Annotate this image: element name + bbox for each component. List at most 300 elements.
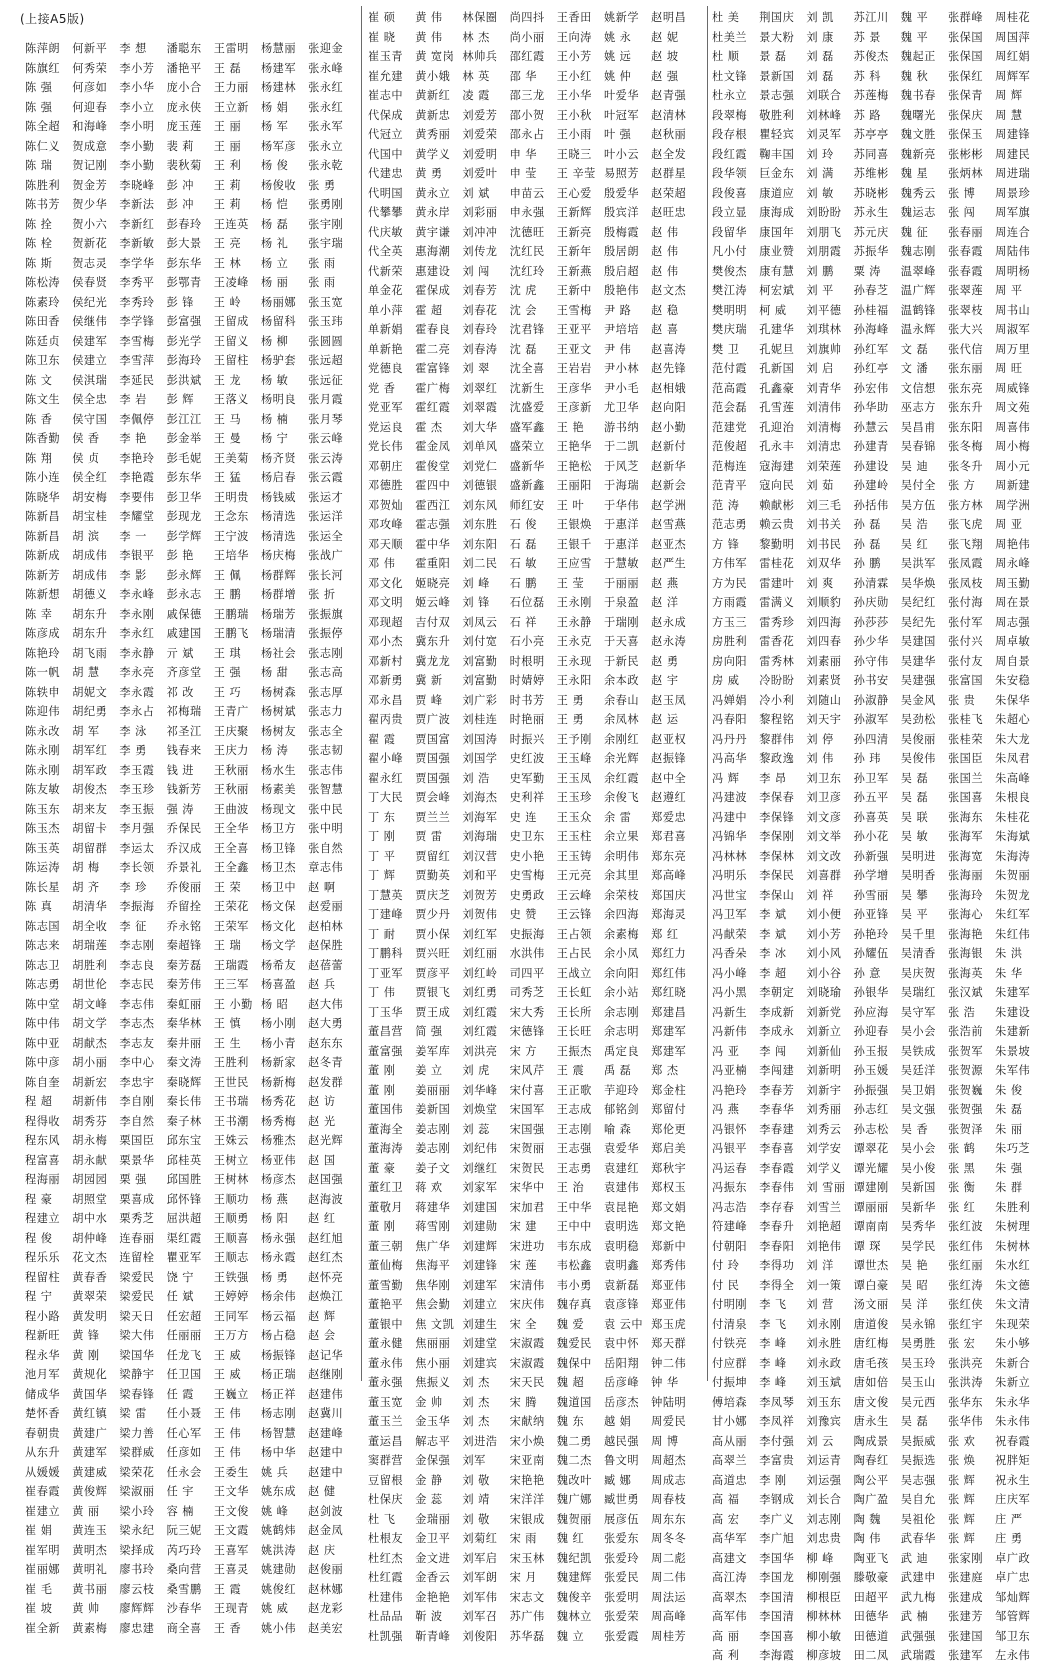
name-entry: 桑雪鹏 [166,1582,202,1596]
name-entry: 刘喜群 [806,869,842,882]
name-entry: 杨 磊 [260,217,289,231]
name-entry: 王云峰 [556,888,592,902]
name-entry: 周淑军 [995,323,1031,336]
name-entry: 宋小焕 [509,1434,545,1448]
name-entry: 周冬冬 [651,1532,687,1545]
name-entry: 高翠兰 [712,1454,748,1467]
name-entry: 丁 耐 [368,927,396,941]
name-entry: 王连英 [213,217,249,231]
name-entry: 刘和平 [462,869,498,882]
name-entry: 宋 腾 [509,1395,537,1409]
name-entry: 陈 幸 [25,607,53,621]
name-entry: 康道应 [759,186,795,200]
name-entry: 吴 洋 [900,1298,929,1311]
name-entry: 李闯建 [759,1064,795,1077]
name-entry: 张桂荣 [947,732,984,746]
name-entry: 杨驴套 [260,354,297,367]
name-entry: 康国年 [759,225,795,239]
name-entry: 杨卫中 [260,880,297,894]
name-entry: 刘晓瑜 [806,986,842,999]
name-entry: 霍四中 [415,479,451,492]
name-entry: 郑海灵 [651,908,687,921]
name-entry: 张付海 [947,596,984,609]
name-entry: 姚东成 [260,1485,297,1498]
name-entry: 刘进浩 [462,1434,498,1448]
name-entry: 冯新生 [712,1005,748,1019]
name-entry: 崔 坡 [25,1602,53,1615]
name-entry: 杨 丽 [260,276,289,289]
name-entry: 黄 勇 [415,167,443,180]
name-entry: 李成新 [759,1005,795,1019]
name-entry: 董仙梅 [368,1259,404,1272]
name-entry: 刘联合 [806,89,842,102]
name-entry: 刘春芳 [462,284,498,297]
name-entry: 王晓三 [556,147,592,161]
name-entry: 冯春阳 [712,713,748,726]
name-entry: 尤卫华 [603,401,640,414]
name-entry: 张飞虎 [947,518,984,531]
name-entry: 冯建波 [712,791,748,804]
name-entry: 赵 妮 [651,30,679,44]
name-entry: 杨 敏 [260,373,289,387]
name-entry: 周东东 [651,1512,687,1526]
name-entry: 刘 茹 [806,479,834,492]
name-entry: 张志韧 [308,744,344,757]
name-entry: 李钢成 [759,1493,795,1506]
name-entry: 吴祖伦 [900,1512,936,1526]
name-entry: 王志成 [556,1103,592,1116]
name-entry: 刘海杰 [462,791,498,804]
name-entry: 刘新明 [806,1064,842,1077]
name-entry: 贾广波 [415,713,451,726]
name-entry: 孔永丰 [759,440,795,453]
name-entry: 吴明进 [900,849,936,863]
name-entry: 杨建军 [260,61,297,75]
name-entry: 黄红镇 [72,1407,108,1420]
name-entry: 秦子林 [166,1114,202,1128]
name-entry: 张 黑 [947,1161,976,1175]
name-entry: 董玉宽 [368,1395,404,1409]
name-entry: 杨秀梅 [260,1114,297,1128]
name-entry: 唐毛孩 [853,1356,889,1370]
name-entry: 黄建威 [72,1465,108,1479]
name-entry: 刘军召 [462,1610,498,1623]
name-entry: 沈 磊 [509,342,537,356]
name-entry: 杨俊收 [260,178,297,192]
name-entry: 赵学洲 [651,498,687,512]
name-entry: 魏 红 [556,1532,585,1545]
name-entry: 王巍立 [213,1387,249,1401]
name-entry: 董玉兰 [368,1415,404,1428]
name-entry: 赵记华 [308,1348,344,1362]
name-entry: 董永伟 [368,1356,404,1370]
name-entry: 孙喜英 [853,810,889,824]
name-entry: 代国中 [368,147,404,161]
name-entry: 殷爱华 [603,186,640,200]
name-entry: 吴 香 [900,1122,929,1136]
name-entry: 黄新忠 [415,108,451,122]
name-entry: 姜 立 [415,1064,443,1077]
name-entry: 庄 严 [995,1512,1023,1526]
name-entry: 董富强 [368,1044,404,1058]
name-entry: 殷启超 [603,264,640,278]
name-entry: 刘海瑞 [462,830,498,843]
name-entry: 朱水红 [995,1259,1031,1272]
name-entry: 李雪萍 [119,354,155,367]
name-entry: 刘文改 [806,849,842,863]
name-entry: 梁力善 [119,1426,155,1440]
name-entry: 张永红 [308,100,344,114]
name-entry: 刘书民 [806,537,842,551]
name-entry: 刘四春 [806,635,842,648]
name-entry: 孙桂福 [853,303,889,317]
name-entry: 张永乾 [308,159,344,172]
name-entry: 刘桂连 [462,713,498,726]
name-entry: 赵群星 [651,167,687,180]
name-entry: 康有慧 [759,264,795,278]
name-entry: 桑向营 [166,1563,202,1576]
name-entry: 胡瑞莲 [72,939,108,952]
name-entry: 王占领 [556,927,592,941]
name-entry: 郁铭剑 [603,1103,640,1116]
name-entry: 丁 东 [368,810,396,824]
name-entry: 任丽丽 [166,1329,202,1342]
name-entry: 黎群伟 [759,732,795,746]
name-entry: 时婧婷 [509,674,545,687]
name-entry: 王中华 [556,1200,592,1214]
name-entry: 彭江江 [166,412,202,426]
name-entry: 邹管辉 [995,1610,1031,1623]
name-column-left [25,8,360,1635]
name-entry: 侯淇瑞 [72,373,108,387]
name-entry: 贺少华 [72,198,108,211]
name-entry: 柳林林 [806,1610,842,1623]
name-entry: 胡安梅 [72,490,108,504]
name-entry: 王玉凤 [556,771,592,785]
name-entry: 朱胜利 [995,1200,1031,1214]
name-entry: 郑建军 [651,1044,687,1058]
name-entry: 盛新鑫 [509,479,545,492]
name-entry: 沈盛爱 [509,401,545,414]
name-entry: 金卫平 [415,1532,451,1545]
name-entry: 单金花 [368,284,404,297]
name-entry: 焦小丽 [415,1356,451,1370]
name-entry: 杨 恺 [260,198,289,211]
name-entry: 余刚红 [603,732,640,746]
name-entry: 豆留根 [368,1473,404,1487]
name-entry: 王念东 [213,510,249,523]
name-entry: 杨中华 [260,1446,297,1459]
name-entry: 周二伟 [651,1571,687,1584]
name-entry: 黄明杰 [72,1543,108,1557]
name-entry: 廖云枝 [119,1582,155,1596]
name-entry: 彭东华 [166,256,202,270]
name-entry: 魏 平 [900,30,929,44]
name-entry: 李忠宇 [119,1075,155,1089]
name-entry: 赵红旭 [308,1231,344,1245]
name-entry: 邓永昌 [368,693,404,707]
name-entry: 李志友 [119,1036,155,1050]
name-entry: 贾 雷 [415,830,443,843]
name-entry: 邵小贺 [509,108,545,122]
name-entry: 侯春贤 [72,276,108,289]
name-entry: 敬胜利 [759,108,795,122]
name-entry: 陶广盈 [853,1493,889,1506]
name-entry: 李振海 [119,900,155,913]
name-entry: 王三军 [213,978,249,991]
name-entry: 党德良 [368,362,404,375]
name-entry: 贺志灵 [72,256,108,270]
name-entry: 黄建广 [72,1426,108,1440]
name-entry: 游书纳 [603,420,640,434]
name-entry: 黄永岸 [415,206,451,219]
name-entry: 廖辉辉 [119,1602,155,1615]
name-entry: 刘单风 [462,440,498,453]
name-entry: 王庆力 [213,744,249,757]
name-entry: 焦广华 [415,1239,451,1253]
name-entry: 王喜灵 [213,1563,249,1576]
name-entry: 杨 勇 [260,1270,289,1284]
name-entry: 余其里 [603,869,640,882]
name-entry: 谭 琛 [853,1239,881,1253]
name-entry: 沈新生 [509,381,545,395]
name-entry: 谭翠花 [853,1142,889,1155]
name-entry: 越 娟 [603,1415,632,1428]
name-entry: 贺小六 [72,217,108,231]
name-entry: 刘海军 [462,810,498,824]
name-entry: 石位磊 [509,596,545,609]
name-entry: 杨社会 [260,646,297,660]
name-entry: 黎程铭 [759,713,795,726]
name-entry: 郑红伟 [651,966,687,980]
name-entry: 于惠洋 [603,518,640,531]
name-entry: 陈萍朗 [25,42,61,55]
name-entry: 刘运强 [806,1473,842,1487]
name-entry: 甘小娜 [712,1415,748,1428]
name-entry: 贺记刚 [72,159,108,172]
name-entry: 李晓峰 [119,178,155,192]
name-entry: 陈志国 [25,919,61,933]
name-entry: 刘玉斌 [806,1376,842,1389]
name-entry: 陈长星 [25,880,61,894]
name-entry: 王正歌 [556,1083,592,1097]
name-entry: 郑亚伟 [651,1298,687,1311]
name-entry: 张月霞 [308,393,344,406]
name-entry: 吴勇胜 [900,1337,936,1350]
name-entry: 陈香勤 [25,432,61,445]
name-entry: 张凤枝 [947,576,984,590]
name-entry: 高建文 [712,1551,748,1565]
name-entry: 刘 玲 [806,147,834,161]
name-entry: 王 龙 [213,373,242,387]
name-entry: 何彦如 [72,81,108,94]
name-entry: 刘红军 [462,927,498,941]
name-entry: 刘建宾 [462,1356,498,1370]
name-entry: 张红涛 [947,1278,984,1292]
name-entry: 邱国胜 [166,1173,202,1186]
name-entry: 刘旗帅 [806,342,842,356]
name-entry: 杨亚伟 [260,1153,297,1167]
name-entry: 张运才 [308,490,344,504]
name-entry: 张玉玮 [308,315,344,328]
name-entry: 孔新国 [759,362,795,375]
name-entry: 赵清林 [651,108,687,122]
name-entry: 孔迎治 [759,420,795,434]
name-entry: 王玉峰 [556,752,592,765]
name-entry: 沙春华 [166,1602,202,1615]
name-entry: 段华领 [712,167,748,180]
name-entry: 霍西江 [415,498,451,512]
name-entry: 霍保成 [415,284,451,297]
name-entry: 时书芳 [509,693,545,707]
name-entry: 张冬升 [947,459,984,473]
name-entry: 孙庆勋 [853,596,889,609]
name-entry: 袁建伟 [603,1181,640,1194]
name-entry: 刘 峰 [462,576,490,590]
name-entry: 吴小会 [900,1142,936,1155]
name-entry: 邵永占 [509,128,545,141]
name-entry: 刘 平 [806,284,834,297]
name-entry: 霍春良 [415,323,451,336]
name-entry: 王永静 [556,615,592,629]
name-entry: 王战立 [556,966,592,980]
name-entry: 张云霞 [308,471,344,484]
name-entry: 赵海波 [308,1192,344,1206]
name-entry: 杨树森 [260,685,297,699]
name-entry: 高军伟 [712,1610,748,1623]
name-entry: 崔 硕 [368,11,396,24]
name-entry: 唐道俊 [853,1317,889,1331]
name-entry: 樊庆瑞 [712,323,748,336]
name-entry: 张海银 [947,947,984,960]
name-entry: 李 一 [119,529,147,543]
name-entry: 孙宏伟 [853,381,889,395]
name-entry: 杨文保 [260,900,297,913]
name-entry: 吴金风 [900,693,936,707]
name-entry: 刘 满 [806,167,834,180]
name-entry: 周二彪 [651,1551,687,1565]
name-entry: 刘青华 [806,381,842,395]
name-entry: 丁大民 [368,791,404,804]
name-entry: 魏 征 [900,225,929,239]
name-entry: 殷梅霞 [603,225,640,239]
name-entry: 李 征 [119,919,147,933]
name-entry: 宋加君 [509,1200,545,1214]
name-entry: 方为民 [712,576,748,590]
name-entry: 臧 娜 [603,1473,632,1487]
name-entry: 任卫国 [166,1368,202,1381]
name-entry: 陈卫东 [25,354,61,367]
name-entry: 尹小林 [603,362,640,375]
name-entry: 王鹏飞 [213,627,249,640]
name-entry: 赵 国 [308,1153,336,1167]
name-entry: 单新娟 [368,323,404,336]
name-entry: 姚建勋 [260,1563,297,1576]
name-entry: 景 磊 [759,50,787,63]
name-entry: 张中明 [308,822,344,835]
name-entry: 朱海斌 [995,830,1031,843]
name-entry: 黄新红 [415,89,451,102]
name-entry: 朱 磊 [995,1103,1023,1116]
name-entry: 解志平 [415,1434,451,1448]
name-entry: 代新荣 [368,264,404,278]
name-entry: 丁 辉 [368,869,396,882]
name-entry: 冀龙龙 [415,654,451,668]
name-entry: 高江涛 [712,1571,748,1584]
name-entry: 彭永志 [166,588,202,601]
name-entry: 田德道 [853,1629,889,1643]
name-entry: 刘红岭 [462,966,498,980]
name-entry: 崔春霞 [25,1485,61,1498]
name-entry: 惠海潮 [415,245,451,258]
name-entry: 姬晓亮 [415,576,451,590]
name-entry: 杨军彦 [260,139,297,153]
name-entry: 魏秀云 [900,186,936,200]
name-entry: 张国喜 [947,791,984,804]
name-entry: 冯小峰 [712,966,748,980]
name-entry: 杨 立 [260,256,289,270]
name-entry: 刘红霞 [462,1025,498,1038]
name-entry: 刘卫彦 [806,791,842,804]
name-entry: 吴 敏 [900,830,929,843]
name-entry: 刘卫东 [806,771,842,785]
name-entry: 王培华 [213,549,249,562]
name-entry: 刘秀云 [806,1122,842,1136]
name-entry: 孙应海 [853,1005,889,1019]
name-entry: 王 曼 [213,432,242,445]
name-entry: 周法运 [651,1590,687,1604]
name-entry: 张海宽 [947,849,984,863]
name-entry: 周书山 [995,303,1031,317]
name-entry: 代冠立 [368,128,404,141]
name-entry: 王留成 [213,315,249,328]
name-entry: 张炳林 [947,167,984,180]
name-entry: 吴洪军 [900,557,936,570]
name-entry: 戚建国 [166,627,202,640]
name-entry: 杨云福 [260,1309,297,1323]
name-entry: 黄发明 [72,1309,108,1323]
name-entry: 贾会峰 [415,791,451,804]
name-entry: 刘小便 [806,908,842,921]
name-entry: 陈新昌 [25,529,61,543]
name-entry: 赵 燕 [651,576,679,590]
name-entry: 王凌峰 [213,276,249,289]
name-entry: 王新中 [556,284,592,297]
name-entry: 王永阳 [556,674,592,687]
name-entry: 周春枝 [651,1493,687,1506]
name-entry: 刘清梅 [806,420,842,434]
name-entry: 张志厚 [308,685,344,699]
name-entry: 冯建中 [712,810,748,824]
name-entry: 张智慧 [308,783,344,796]
name-entry: 赵小勤 [651,420,687,434]
name-entry: 刘建军 [462,1278,498,1292]
name-entry: 宋庆伟 [509,1298,545,1311]
name-entry: 柯宏斌 [759,284,795,297]
name-entry: 李 刚 [759,1473,787,1487]
name-entry: 赵美宏 [308,1621,344,1635]
name-entry: 陈 拴 [25,217,53,231]
name-entry: 陈仁义 [25,139,61,153]
name-entry: 胡飞雨 [72,646,108,660]
name-entry: 彭东华 [166,471,202,484]
name-entry: 宋 全 [509,1317,537,1331]
name-entry: 梁静宇 [119,1368,155,1381]
name-entry: 周 慧 [995,108,1023,122]
name-entry: 朱海涛 [995,849,1031,863]
name-entry: 左永伟 [995,1649,1031,1662]
name-entry: 霍红霞 [415,401,451,414]
